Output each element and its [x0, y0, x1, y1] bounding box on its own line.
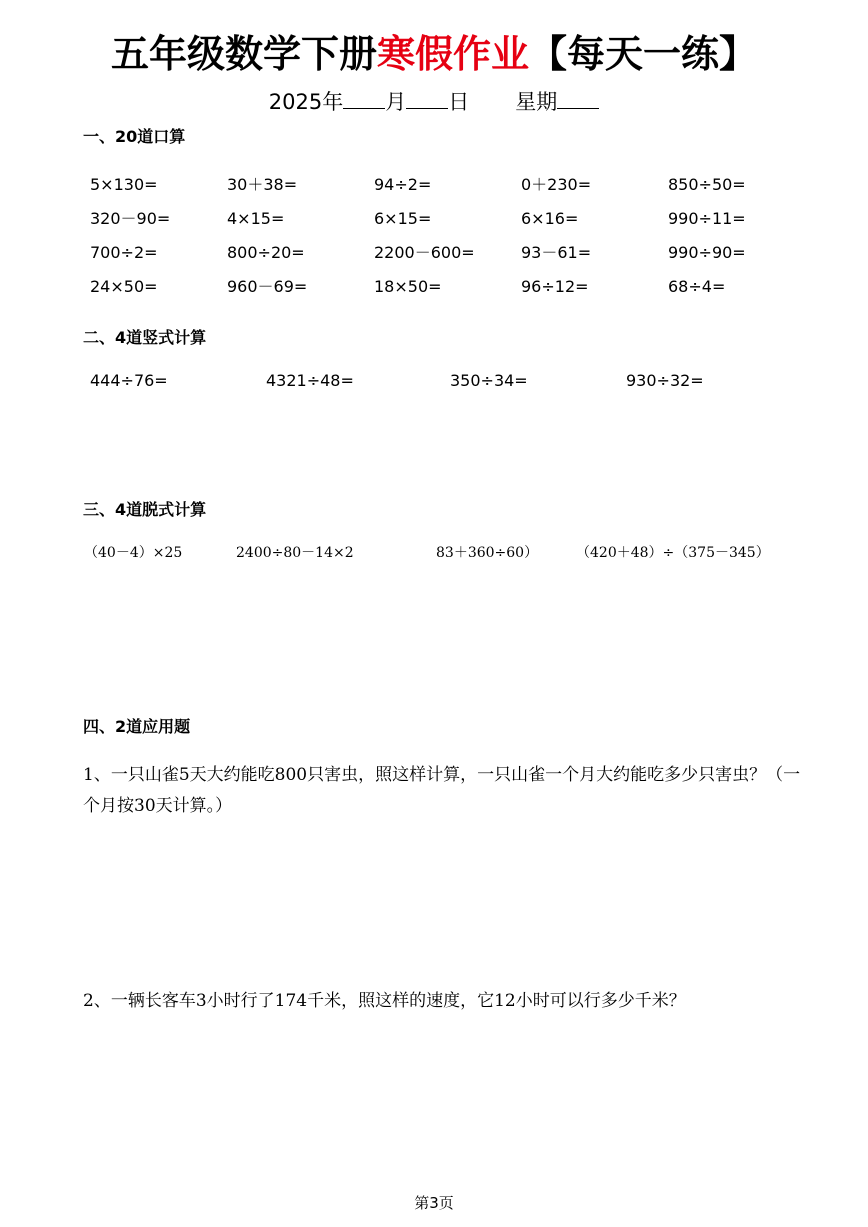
- page-title: [0, 30, 868, 78]
- oral-row: [90, 242, 810, 276]
- title-part-1: 五年级数学下册: [110, 32, 377, 76]
- section-heading-vertical: 二、4道竖式计算: [83, 328, 207, 347]
- oral-problem: 96÷12=: [521, 277, 589, 296]
- oral-row: [90, 174, 810, 208]
- oral-problem: 24×50=: [90, 277, 158, 296]
- vertical-problem: 350÷34=: [450, 371, 528, 390]
- day-blank: [406, 88, 448, 109]
- stepwise-problem: （40－4）×25: [84, 545, 183, 561]
- oral-problem: 990÷11=: [668, 209, 746, 228]
- oral-problem: 93－61=: [521, 243, 592, 262]
- oral-problem: 30＋38=: [227, 175, 298, 194]
- vertical-calc-row: [90, 370, 810, 392]
- oral-problem: 700÷2=: [90, 243, 158, 262]
- weekday-label: 星期: [515, 90, 558, 114]
- title-part-3: 【每天一练】: [529, 32, 758, 76]
- word-problem-2: 2、一辆长客车3小时行了174千米，照这样的速度，它12小时可以行多少千米？: [83, 991, 686, 1011]
- weekday-blank: [557, 88, 599, 109]
- oral-problem: 5×130=: [90, 175, 158, 194]
- year-label: 2025年: [268, 90, 344, 114]
- vertical-problem: 4321÷48=: [266, 371, 354, 390]
- oral-calculation-grid: [90, 174, 810, 310]
- oral-problem: 18×50=: [374, 277, 442, 296]
- page-number: 第3页: [414, 1194, 454, 1212]
- section-heading-word: 四、2道应用题: [83, 717, 191, 736]
- oral-problem: 94÷2=: [374, 175, 432, 194]
- date-line: [0, 88, 868, 116]
- oral-problem: 320－90=: [90, 209, 171, 228]
- oral-problem: 6×15=: [374, 209, 432, 228]
- oral-problem: 6×16=: [521, 209, 579, 228]
- oral-problem: 68÷4=: [668, 277, 726, 296]
- stepwise-problem: 2400÷80－14×2: [236, 545, 354, 561]
- month-label: 月: [385, 90, 407, 114]
- word-problem-1: 1、一只山雀5天大约能吃800只害虫，照这样计算，一只山雀一个月大约能吃多少只害虫？（一个月按30天计算。）: [83, 765, 801, 816]
- stepwise-problem: 83＋360÷60）: [436, 545, 539, 561]
- oral-problem: 0＋230=: [521, 175, 592, 194]
- vertical-problem: 930÷32=: [626, 371, 704, 390]
- section-heading-stepwise: 三、4道脱式计算: [83, 500, 207, 519]
- day-label: 日: [448, 90, 470, 114]
- oral-problem: 800÷20=: [227, 243, 305, 262]
- month-blank: [343, 88, 385, 109]
- oral-problem: 850÷50=: [668, 175, 746, 194]
- oral-row: [90, 276, 810, 310]
- oral-row: [90, 208, 810, 242]
- stepwise-problem: （420＋48）÷（375－345）: [576, 545, 770, 561]
- oral-problem: 990÷90=: [668, 243, 746, 262]
- stepwise-calc-row: [84, 543, 804, 563]
- oral-problem: 960－69=: [227, 277, 308, 296]
- oral-problem: 2200－600=: [374, 243, 475, 262]
- vertical-problem: 444÷76=: [90, 371, 168, 390]
- title-part-2-highlight: 寒假作业: [376, 32, 529, 76]
- section-heading-oral: 一、20道口算: [83, 127, 186, 146]
- oral-problem: 4×15=: [227, 209, 285, 228]
